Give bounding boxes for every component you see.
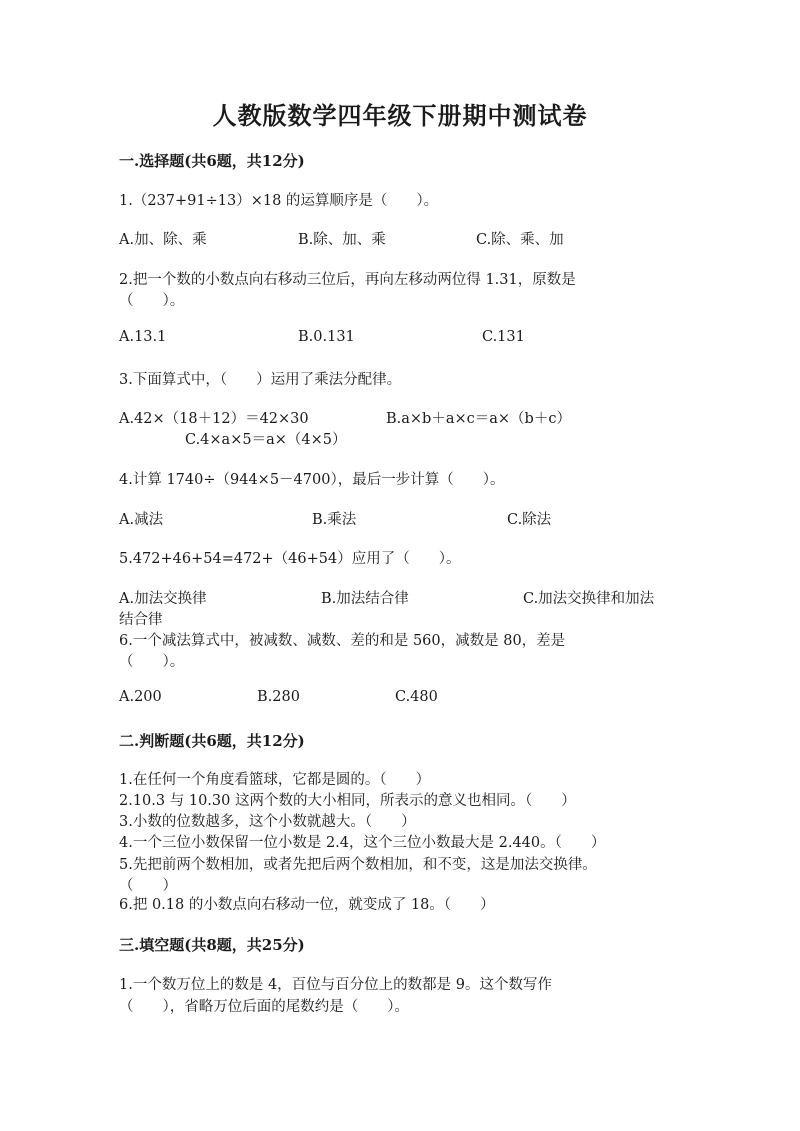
question-3-option-b: B.a×b＋a×c＝a×（b＋c） — [386, 411, 571, 427]
question-4-stem: 4.计算 1740÷（944×5－4700），最后一步计算（ ）。 — [119, 472, 505, 488]
question-2-option-a: A.13.1 — [119, 329, 167, 345]
question-1-option-a: A.加、除、乘 — [119, 232, 207, 248]
judgement-line-5: 5.先把前两个数相加，或者先把后两个数相加，和不变，这是加法交换律。 — [119, 857, 597, 873]
section-heading-choice: 一.选择题(共6题，共12分) — [119, 152, 305, 170]
question-3-option-c: C.4×a×5＝a×（4×5） — [185, 432, 347, 448]
question-6-stem-line1: 6.一个减法算式中，被减数、减数、差的和是 560，减数是 80，差是 — [119, 633, 566, 649]
section-heading-judgement: 二.判断题(共6题，共12分) — [119, 732, 305, 750]
question-5-option-c: C.加法交换律和加法 — [523, 591, 655, 607]
question-1-stem: 1.（237+91÷13）×18 的运算顺序是（ ）。 — [119, 193, 439, 209]
page-title: 人教版数学四年级下册期中测试卷 — [212, 101, 588, 130]
judgement-line-4: 4.一个三位小数保留一位小数是 2.4，这个三位小数最大是 2.440。（ ） — [119, 835, 606, 851]
question-6-stem-line2: （ ）。 — [119, 654, 185, 670]
question-6-option-c: C.480 — [395, 689, 438, 705]
question-6-option-b: B.280 — [257, 689, 300, 705]
question-3-option-a: A.42×（18＋12）＝42×30 — [119, 411, 309, 427]
judgement-line-1: 1.在任何一个角度看篮球，它都是圆的。（ ） — [119, 772, 431, 788]
question-4-option-a: A.减法 — [119, 512, 164, 528]
question-2-stem-line1: 2.把一个数的小数点向右移动三位后，再向左移动两位得 1.31，原数是 — [119, 272, 576, 288]
judgement-line-5-continued: （ ） — [119, 878, 177, 894]
question-5-option-c-continued: 结合律 — [119, 612, 163, 628]
question-5-option-b: B.加法结合律 — [321, 591, 409, 607]
question-2-option-b: B.0.131 — [298, 329, 355, 345]
section-heading-fill-blank: 三.填空题(共8题，共25分) — [119, 936, 305, 954]
question-1-option-c: C.除、乘、加 — [476, 232, 564, 248]
judgement-line-2: 2.10.3 与 10.30 这两个数的大小相同，所表示的意义也相同。（ ） — [119, 793, 576, 809]
question-5-option-a: A.加法交换律 — [119, 591, 207, 607]
judgement-line-3: 3.小数的位数越多，这个小数就越大。（ ） — [119, 814, 416, 830]
fill-blank-line-1: 1.一个数万位上的数是 4，百位与百分位上的数都是 9。这个数写作 — [119, 977, 553, 993]
question-2-option-c: C.131 — [482, 329, 525, 345]
question-1-option-b: B.除、加、乘 — [298, 232, 386, 248]
question-5-stem: 5.472+46+54=472+（46+54）应用了（ ）。 — [119, 551, 461, 567]
judgement-line-6: 6.把 0.18 的小数点向右移动一位，就变成了 18。（ ） — [119, 897, 495, 913]
question-4-option-b: B.乘法 — [312, 512, 357, 528]
question-4-option-c: C.除法 — [507, 512, 552, 528]
question-3-stem: 3.下面算式中，（ ）运用了乘法分配律。 — [119, 372, 402, 388]
fill-blank-line-2: （ ），省略万位后面的尾数约是（ ）。 — [119, 999, 409, 1015]
question-6-option-a: A.200 — [119, 689, 162, 705]
question-2-stem-line2: （ ）。 — [119, 293, 185, 309]
